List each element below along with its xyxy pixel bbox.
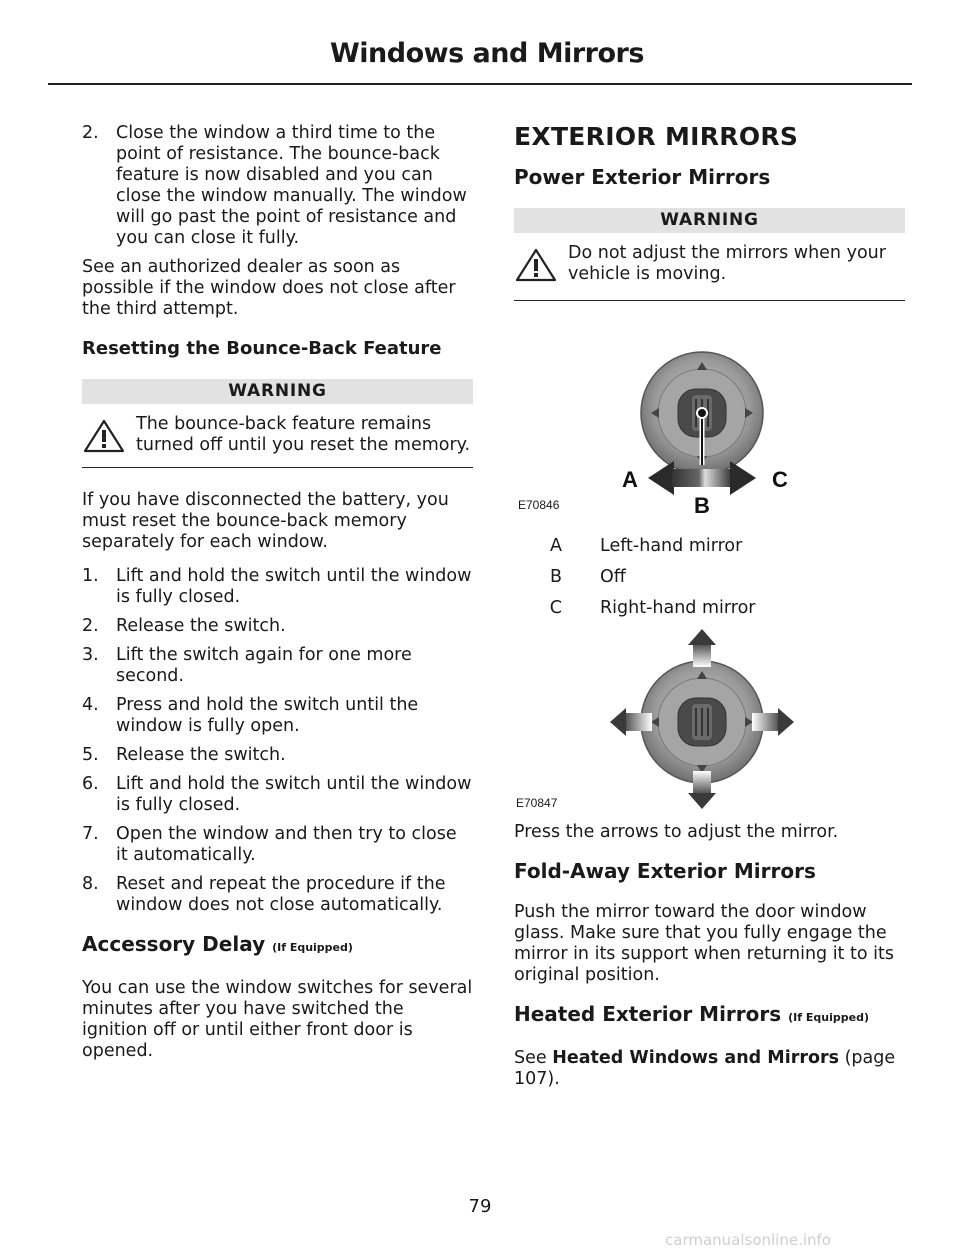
power-heading: Power Exterior Mirrors bbox=[514, 165, 771, 189]
warning-icon bbox=[514, 247, 558, 283]
warning-title: WARNING bbox=[82, 379, 473, 404]
mirror-selector-figure bbox=[514, 325, 905, 530]
legend-row: B Off bbox=[549, 567, 626, 587]
heated-reference-link[interactable]: Heated Windows and Mirrors bbox=[552, 1048, 840, 1068]
list-item: 6. Lift and hold the switch until the window is fully closed. bbox=[82, 774, 472, 815]
page-header-title: Windows and Mirrors bbox=[330, 38, 644, 69]
dealer-paragraph: See an authorized dealer as soon as possible if the window does not close after the third attempt. bbox=[82, 257, 456, 319]
warning-icon bbox=[82, 418, 126, 454]
list-item: 3. Lift the switch again for one more second. bbox=[82, 645, 412, 686]
battery-paragraph: If you have disconnected the battery, you must reset the bounce-back memory separately for each window. bbox=[82, 490, 449, 552]
legend-row: C Right-hand mirror bbox=[549, 598, 756, 618]
heated-heading: Heated Exterior Mirrors (If Equipped) bbox=[514, 1002, 869, 1026]
legend-row: A Left-hand mirror bbox=[550, 536, 743, 556]
page-number: 79 bbox=[468, 1196, 492, 1217]
mirror-adjust-figure bbox=[514, 629, 905, 814]
section-heading: EXTERIOR MIRRORS bbox=[514, 122, 799, 151]
warning-box: Do not adjust the mirrors when your vehicle is moving. bbox=[514, 243, 905, 301]
figure-legend bbox=[514, 536, 905, 619]
fold-heading: Fold-Away Exterior Mirrors bbox=[514, 859, 816, 883]
figure-label-b: B bbox=[694, 493, 710, 518]
fold-paragraph: Push the mirror toward the door window glass. Make sure that you fully engage the mirror in its support when returning it to its original position. bbox=[514, 902, 894, 985]
header-rule bbox=[48, 83, 912, 85]
reset-heading: Resetting the Bounce-Back Feature bbox=[82, 338, 442, 359]
list-item: 8. Reset and repeat the procedure if the window does not close automatically. bbox=[82, 874, 446, 915]
list-item: 7. Open the window and then try to close it automatically. bbox=[82, 824, 457, 865]
watermark: carmanualsonline.info bbox=[665, 1231, 831, 1249]
list-item: 4. Press and hold the switch until the window is fully open. bbox=[82, 695, 419, 736]
figure-label-a: A bbox=[622, 467, 638, 492]
figure-label-c: C bbox=[772, 467, 788, 492]
figure-code: E70846 bbox=[518, 498, 560, 512]
warning-box: The bounce-back feature remains turned off until you reset the memory. bbox=[82, 414, 473, 468]
right-column bbox=[514, 123, 905, 1103]
figure-code: E70847 bbox=[516, 796, 558, 810]
list-item: 2. Close the window a third time to the point of resistance. The bounce-back feature is now disabled and you can close the window manually. The window will go past the point of resistance and you can close it fully. bbox=[82, 123, 467, 248]
left-column bbox=[82, 123, 473, 1075]
heated-paragraph: See Heated Windows and Mirrors (page 107). bbox=[514, 1048, 896, 1089]
steps-list bbox=[82, 566, 473, 916]
mirror-switch-illustration bbox=[514, 325, 905, 530]
warning-title: WARNING bbox=[514, 208, 905, 233]
accessory-paragraph: You can use the window switches for several minutes after you have switched the ignition off or until either front door is opened. bbox=[82, 978, 473, 1061]
arrows-paragraph: Press the arrows to adjust the mirror. bbox=[514, 822, 839, 842]
mirror-adjust-illustration bbox=[514, 629, 905, 814]
accessory-heading: Accessory Delay (If Equipped) bbox=[82, 932, 353, 956]
list-item: 1. Lift and hold the switch until the window is fully closed. bbox=[82, 566, 472, 607]
list-item: 2. Release the switch. bbox=[82, 616, 286, 636]
list-item: 5. Release the switch. bbox=[82, 745, 286, 765]
